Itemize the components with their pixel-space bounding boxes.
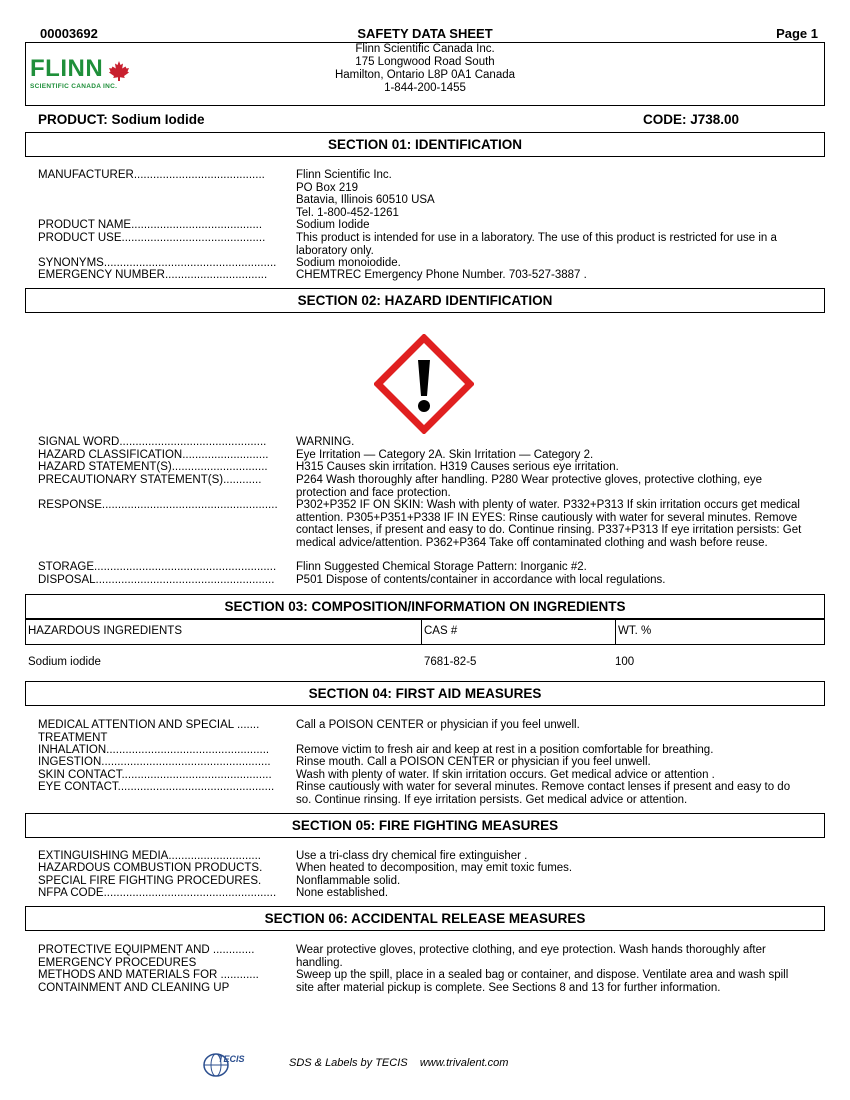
extinguishing-media-value: Use a tri-class dry chemical fire extinguisher . — [296, 850, 528, 862]
skin-contact-label: SKIN CONTACT............................................... — [38, 769, 272, 781]
skin-contact-value: Wash with plenty of water. If skin irritation occurs. Get medical advice or attention . — [296, 769, 715, 781]
manufacturer-line: PO Box 219 — [296, 181, 359, 194]
precautionary-statements-value: P264 Wash thoroughly after handling. P280 Wear protective gloves, protective clothing, eye protection and face protection. — [296, 474, 763, 499]
hazard-classification-value: Eye Irritation — Category 2A. Skin Irritation — Category 2. — [296, 449, 594, 461]
inhalation-value: Remove victim to fresh air and keep at rest in a position comfortable for breathing. — [296, 744, 714, 756]
hazard-statements-value: H315 Causes skin irritation. H319 Causes serious eye irritation. — [296, 461, 619, 473]
section-01-heading: SECTION 01: IDENTIFICATION — [25, 132, 825, 157]
combustion-products-value: When heated to decomposition, may emit toxic fumes. — [296, 862, 573, 874]
ingestion-value: Rinse mouth. Call a POISON CENTER or physician if you feel unwell. — [296, 756, 651, 768]
logo-word: FLINN — [30, 55, 104, 82]
manufacturer-value — [296, 169, 808, 219]
address-line: 1-844-200-1455 — [384, 82, 466, 94]
manufacturer-line: Flinn Scientific Inc. — [296, 169, 392, 181]
protective-equipment-value: Wear protective gloves, protective clothing, and eye protection. Wash hands thoroughly after handling. — [296, 944, 766, 969]
synonyms-value: Sodium monoiodide. — [296, 257, 401, 269]
logo-subtitle: SCIENTIFIC CANADA INC. — [30, 83, 118, 90]
fire-procedures-label: SPECIAL FIRE FIGHTING PROCEDURES. — [38, 875, 262, 887]
product-name-value: Sodium Iodide — [296, 219, 370, 231]
ingredient-name-cell: Sodium iodide — [28, 656, 101, 668]
storage-label: STORAGE......................................................... — [38, 561, 277, 573]
precautionary-statements-label: PRECAUTIONARY STATEMENT(S)............ — [38, 474, 262, 486]
address-line: 175 Longwood Road South — [355, 56, 495, 68]
manufacturer-label: MANUFACTURER......................................... — [38, 169, 265, 181]
manufacturer-line: Batavia, Illinois 60510 USA — [296, 194, 435, 206]
disposal-label: DISPOSAL........................................................ — [38, 574, 275, 586]
signal-word-value: WARNING. — [296, 436, 355, 448]
storage-value: Flinn Suggested Chemical Storage Pattern: Inorganic #2. — [296, 561, 587, 573]
footer-text: SDS & Labels by TECIS www.trivalent.com — [289, 1057, 509, 1069]
section-02-heading: SECTION 02: HAZARD IDENTIFICATION — [25, 288, 825, 313]
ingestion-label: INGESTION..................................................... — [38, 756, 271, 768]
hazard-classification-label: HAZARD CLASSIFICATION........................... — [38, 449, 269, 461]
product-code: CODE: J738.00 — [643, 112, 740, 127]
document-title: SAFETY DATA SHEET — [357, 26, 493, 41]
ingredients-column-header: HAZARDOUS INGREDIENTS — [28, 625, 182, 637]
medical-attention-value: Call a POISON CENTER or physician if you feel unwell. — [296, 719, 580, 731]
nfpa-code-value: None established. — [296, 887, 389, 899]
combustion-products-label: HAZARDOUS COMBUSTION PRODUCTS. — [38, 862, 263, 874]
containment-methods-value: Sweep up the spill, place in a sealed bag or container, and dispose. Ventilate area and wash spill site after material pickup is complete. See Sections 8 and 13 for further information. — [296, 969, 789, 994]
section-03-heading: SECTION 03: COMPOSITION/INFORMATION ON INGREDIENTS — [25, 594, 825, 619]
company-address — [300, 43, 550, 95]
document-code: 00003692 — [40, 26, 98, 41]
address-line: Flinn Scientific Canada Inc. — [355, 43, 495, 55]
product-name-label: PRODUCT NAME......................................... — [38, 219, 263, 231]
hazard-statements-label: HAZARD STATEMENT(S).............................. — [38, 461, 268, 473]
maple-leaf-icon — [108, 60, 130, 82]
emergency-number-value: CHEMTREC Emergency Phone Number. 703-527-3887 . — [296, 269, 587, 281]
signal-word-label: SIGNAL WORD.............................................. — [38, 436, 267, 448]
flinn-logo — [30, 56, 140, 92]
emergency-number-label: EMERGENCY NUMBER................................ — [38, 269, 268, 281]
response-label: RESPONSE....................................................... — [38, 499, 278, 511]
medical-attention-label: MEDICAL ATTENTION AND SPECIAL ....... TREATMENT — [38, 719, 260, 744]
protective-equipment-label: PROTECTIVE EQUIPMENT AND ............. EMERGENCY PROCEDURES — [38, 944, 255, 969]
ingredient-weight-cell: 100 — [615, 656, 635, 668]
fire-procedures-value: Nonflammable solid. — [296, 875, 401, 887]
address-line: Hamilton, Ontario L8P 0A1 Canada — [334, 69, 516, 81]
section-04-heading: SECTION 04: FIRST AID MEASURES — [25, 681, 825, 706]
manufacturer-line: Tel. 1-800-452-1261 — [296, 206, 399, 219]
disposal-value: P501 Dispose of contents/container in accordance with local regulations. — [296, 574, 666, 586]
product-name-heading: PRODUCT: Sodium Iodide — [38, 112, 205, 127]
extinguishing-media-label: EXTINGUISHING MEDIA............................. — [38, 850, 262, 862]
cas-column-header: CAS # — [424, 625, 458, 637]
product-use-value: This product is intended for use in a laboratory. The use of this product is restricted for use in a laboratory only. — [296, 232, 777, 257]
inhalation-label: INHALATION................................................... — [38, 744, 270, 756]
section-06-heading: SECTION 06: ACCIDENTAL RELEASE MEASURES — [25, 906, 825, 931]
exclamation-mark-ghs-pictogram-icon — [374, 334, 474, 434]
synonyms-label: SYNONYMS...................................................... — [38, 257, 277, 269]
section-05-heading: SECTION 05: FIRE FIGHTING MEASURES — [25, 813, 825, 838]
ingredient-cas-cell: 7681-82-5 — [424, 656, 477, 668]
tecis-logo-word: TECIS — [218, 1054, 245, 1064]
response-value: P302+P352 IF ON SKIN: Wash with plenty of water. P332+P313 If skin irritation occurs get medical attention. P305+P351+P338 IF IN EYES: Rinse cautiously with water for several minutes. Remove contact lenses, if present and easy to do. Continue rinsing. P337+P313 If eye irritation persists: Get medical advice/attention. P362+P364 Take off contaminated clothing and wash before reuse. — [296, 499, 802, 549]
page-number: Page 1 — [776, 26, 818, 41]
weight-column-header: WT. % — [618, 625, 652, 637]
eye-contact-label: EYE CONTACT................................................. — [38, 781, 275, 793]
product-use-label: PRODUCT USE............................................. — [38, 232, 266, 244]
containment-methods-label: METHODS AND MATERIALS FOR ............ CONTAINMENT AND CLEANING UP — [38, 969, 259, 994]
tecis-logo — [202, 1051, 266, 1079]
eye-contact-value: Rinse cautiously with water for several minutes. Remove contact lenses if present and easy to do so. Continue rinsing. If eye irritation persists. Get medical advice or attention. — [296, 781, 791, 806]
nfpa-code-label: NFPA CODE...................................................... — [38, 887, 277, 899]
